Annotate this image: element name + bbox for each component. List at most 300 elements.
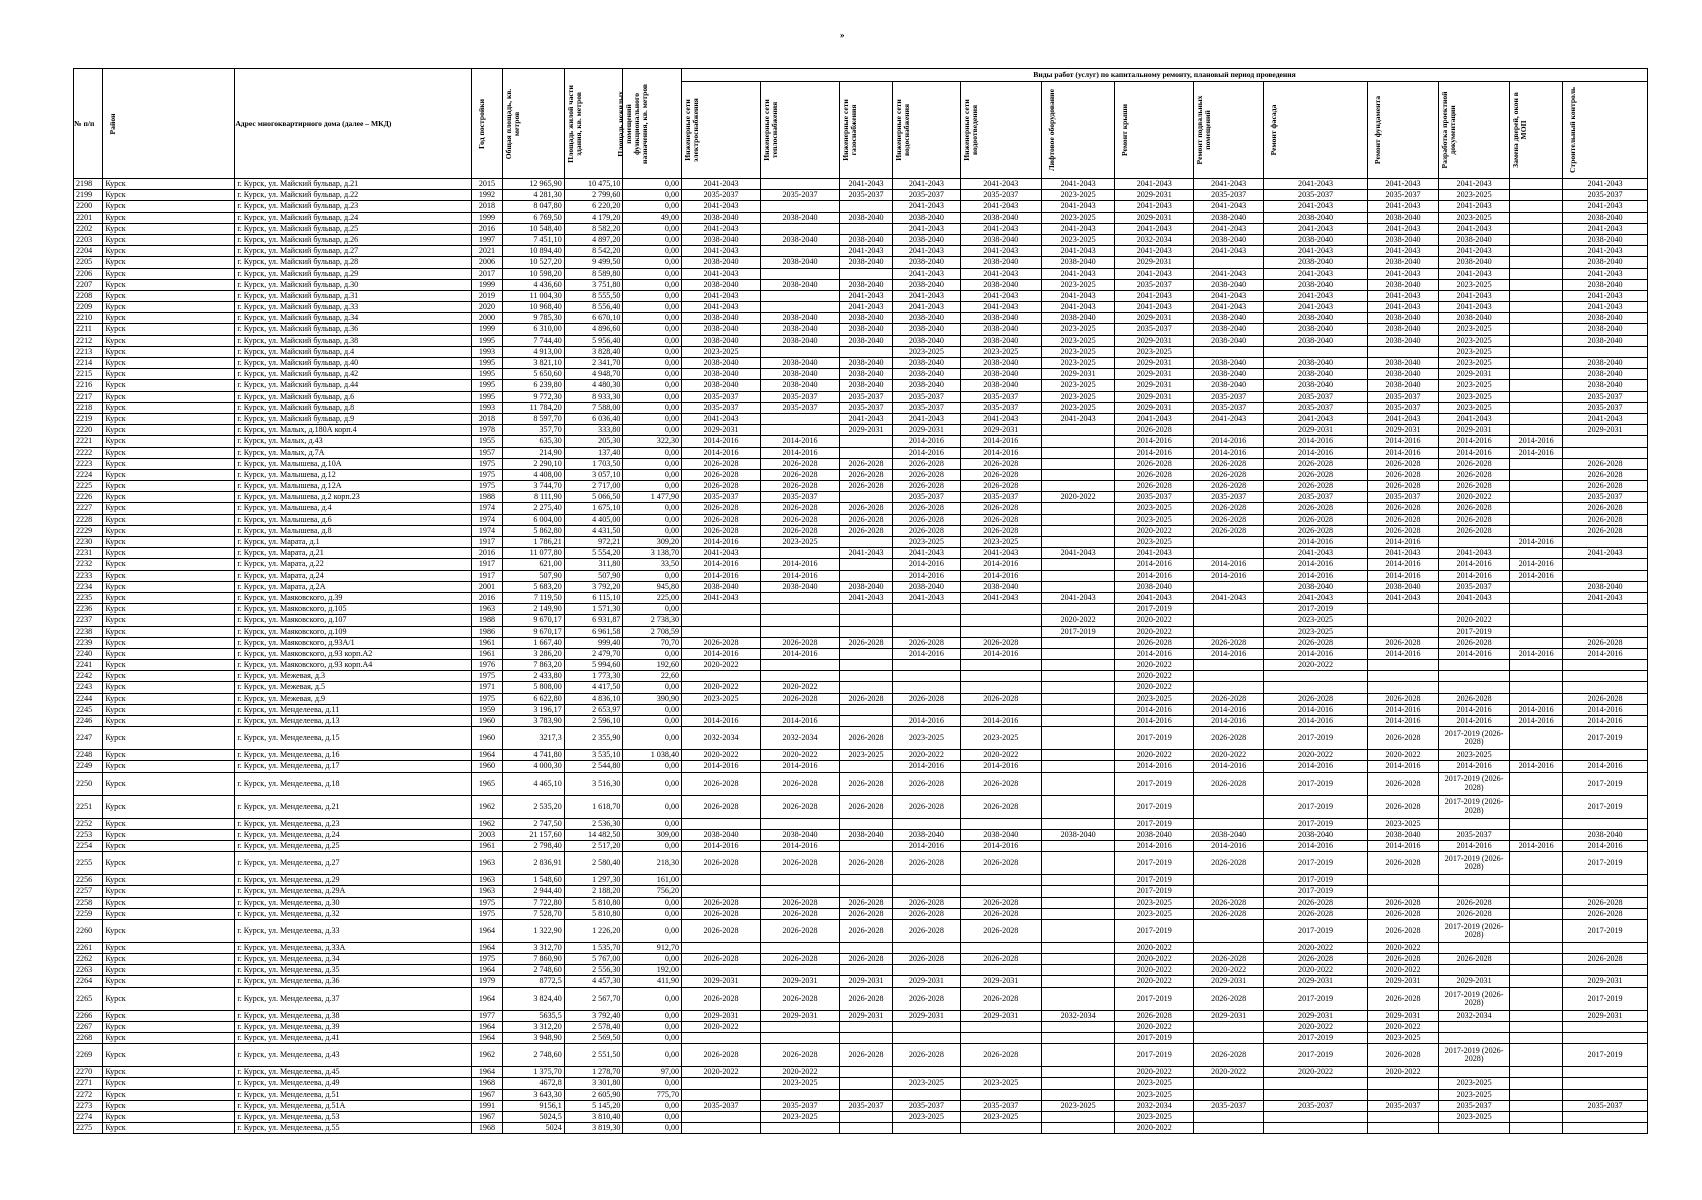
table-cell: 2041-2043 [1115, 268, 1194, 279]
table-cell [682, 965, 761, 976]
table-cell: 2038-2040 [1367, 335, 1438, 346]
table-cell: Курск [103, 469, 235, 480]
table-row [74, 750, 1648, 761]
table-cell: 2017-2019 [1115, 772, 1194, 795]
table-cell: 1 773,30 [564, 671, 623, 682]
table-cell: 2035-2037 [682, 1100, 761, 1111]
table-cell: 2017-2019 [1115, 604, 1194, 615]
table-cell: 2255 [74, 852, 103, 875]
table-cell: 2014-2016 [1510, 761, 1563, 772]
table-cell: 2 275,40 [502, 503, 564, 514]
table-cell: 2026-2028 [1367, 987, 1438, 1010]
table-cell: 2041-2043 [1367, 268, 1438, 279]
table-cell: 2219 [74, 413, 103, 424]
table-cell: 0,00 [623, 481, 682, 492]
table-cell: 2041-2043 [1194, 201, 1264, 212]
table-row [74, 346, 1648, 357]
table-cell [1439, 818, 1510, 829]
table-cell: 0,00 [623, 290, 682, 301]
table-row [74, 391, 1648, 402]
table-cell: 2249 [74, 761, 103, 772]
table-row [74, 492, 1648, 503]
table-cell: 2026-2028 [761, 795, 840, 818]
table-cell: 6 961,58 [564, 626, 623, 637]
table-cell: г. Курск, ул. Майский бульвар, д.44 [235, 380, 472, 391]
table-cell: 2038-2040 [682, 234, 761, 245]
table-cell: Курск [103, 660, 235, 671]
table-cell: г. Курск, ул. Малых, д.7А [235, 447, 472, 458]
table-cell: 2038-2040 [893, 369, 961, 380]
table-cell: 2020-2022 [1115, 750, 1194, 761]
table-cell: 2038-2040 [840, 829, 893, 840]
table-cell [1041, 1044, 1114, 1067]
table-cell: 7 588,00 [564, 402, 623, 413]
table-cell: 2269 [74, 1044, 103, 1067]
table-cell: 6 670,10 [564, 313, 623, 324]
table-cell: 2035-2037 [682, 402, 761, 413]
table-cell: 2014-2016 [1439, 648, 1510, 659]
table-cell: Курск [103, 897, 235, 908]
table-row [74, 1067, 1648, 1078]
table-cell: 390,90 [623, 693, 682, 704]
table-cell: 2041-2043 [1264, 201, 1368, 212]
table-cell [1510, 212, 1563, 223]
table-cell: 2041-2043 [1041, 268, 1114, 279]
table-cell: 1 618,70 [564, 795, 623, 818]
table-cell: 0,00 [623, 190, 682, 201]
table-cell: 2020-2022 [1115, 1067, 1194, 1078]
table-cell: 5 683,20 [502, 581, 564, 592]
table-cell: г. Курск, ул. Майский бульвар, д.27 [235, 246, 472, 257]
table-cell [840, 840, 893, 851]
table-cell: 1 703,50 [564, 458, 623, 469]
table-cell: 2038-2040 [840, 581, 893, 592]
table-cell: 2014-2016 [1264, 761, 1368, 772]
table-row [74, 919, 1648, 942]
table-cell: 2026-2028 [682, 919, 761, 942]
table-cell: 2038-2040 [1367, 358, 1438, 369]
table-cell: 2041-2043 [1367, 548, 1438, 559]
table-cell [840, 818, 893, 829]
table-cell [1041, 425, 1114, 436]
table-cell: 4 000,30 [502, 761, 564, 772]
table-cell: 1995 [472, 369, 502, 380]
table-cell: 8 597,70 [502, 413, 564, 424]
table-cell: 2245 [74, 704, 103, 715]
table-cell: 2266 [74, 1010, 103, 1021]
table-cell: г. Курск, ул. Майский бульвар, д.33 [235, 302, 472, 313]
table-cell: 2029-2031 [682, 425, 761, 436]
table-cell [1510, 1100, 1563, 1111]
table-cell: 2023-2025 [761, 1111, 840, 1122]
table-cell: 2023-2025 [1115, 1111, 1194, 1122]
table-cell [1041, 1078, 1114, 1089]
table-cell: 2041-2043 [960, 290, 1041, 301]
col-work-1 [761, 82, 840, 179]
table-cell: 2026-2028 [893, 525, 961, 536]
table-cell: 2035-2037 [1367, 391, 1438, 402]
table-cell: 2035-2037 [1115, 279, 1194, 290]
table-cell: 2236 [74, 604, 103, 615]
table-cell: 2038-2040 [1367, 257, 1438, 268]
table-cell: 0,00 [623, 380, 682, 391]
table-cell: 2 580,40 [564, 852, 623, 875]
table-cell [1041, 436, 1114, 447]
table-cell: 2026-2028 [840, 987, 893, 1010]
table-cell: 2014-2016 [1367, 436, 1438, 447]
table-cell: 1963 [472, 604, 502, 615]
table-cell [761, 246, 840, 257]
table-cell: 7 863,20 [502, 660, 564, 671]
table-cell: 2014-2016 [1439, 761, 1510, 772]
table-cell [840, 942, 893, 953]
table-cell: 4 741,80 [502, 750, 564, 761]
table-cell [893, 1123, 961, 1134]
table-cell: 2026-2028 [960, 897, 1041, 908]
table-cell [1439, 886, 1510, 897]
table-cell: 2026-2028 [682, 954, 761, 965]
table-cell [1041, 976, 1114, 987]
table-cell: 2035-2037 [682, 190, 761, 201]
table-cell: 2026-2028 [1264, 908, 1368, 919]
table-cell: 2014-2016 [761, 840, 840, 851]
table-cell: 2041-2043 [1115, 179, 1194, 190]
table-cell [840, 223, 893, 234]
table-cell: г. Курск, ул. Менделеева, д.15 [235, 727, 472, 750]
table-cell [893, 671, 961, 682]
table-cell: 2020-2022 [960, 750, 1041, 761]
table-cell [682, 604, 761, 615]
table-cell: 2026-2028 [1563, 908, 1648, 919]
table-cell: г. Курск, ул. Малышева, д.12А [235, 481, 472, 492]
table-cell: 2026-2028 [761, 908, 840, 919]
table-cell: 2026-2028 [1194, 469, 1264, 480]
table-cell: 9 670,17 [502, 626, 564, 637]
table-cell [1510, 503, 1563, 514]
table-cell [1194, 1078, 1264, 1089]
table-row [74, 458, 1648, 469]
table-cell: 2014-2016 [960, 447, 1041, 458]
table-cell: 2026-2028 [893, 481, 961, 492]
table-cell: 1961 [472, 840, 502, 851]
table-cell: 2041-2043 [1563, 592, 1648, 603]
table-cell: 635,30 [502, 436, 564, 447]
table-cell: 1997 [472, 234, 502, 245]
table-row [74, 369, 1648, 380]
table-cell: 2026-2028 [893, 693, 961, 704]
table-cell: г. Курск, ул. Маяковского, д.109 [235, 626, 472, 637]
table-cell [1041, 1021, 1114, 1032]
table-cell [1439, 1021, 1510, 1032]
table-cell: 4 417,50 [564, 682, 623, 693]
table-cell: 2029-2031 [1115, 391, 1194, 402]
table-cell: 2041-2043 [840, 179, 893, 190]
table-cell: 11 004,30 [502, 290, 564, 301]
table-cell [1041, 537, 1114, 548]
table-cell: 2041-2043 [893, 592, 961, 603]
table-cell: 1999 [472, 324, 502, 335]
table-cell: 2035-2037 [1367, 492, 1438, 503]
table-cell: 2038-2040 [1367, 234, 1438, 245]
table-cell: 1975 [472, 671, 502, 682]
table-cell: 2041-2043 [1367, 592, 1438, 603]
table-cell: Курск [103, 671, 235, 682]
table-cell: 2023-2025 [1439, 279, 1510, 290]
table-cell [761, 626, 840, 637]
table-cell: 2224 [74, 469, 103, 480]
table-cell: 2208 [74, 290, 103, 301]
table-cell [1510, 369, 1563, 380]
table-cell: 2026-2028 [761, 987, 840, 1010]
table-cell [1510, 279, 1563, 290]
table-cell: Курск [103, 447, 235, 458]
table-cell: Курск [103, 840, 235, 851]
table-cell: Курск [103, 335, 235, 346]
table-cell: г. Курск, ул. Менделеева, д.35 [235, 965, 472, 976]
table-cell: г. Курск, ул. Менделеева, д.38 [235, 1010, 472, 1021]
table-cell: 2014-2016 [960, 436, 1041, 447]
table-row [74, 954, 1648, 965]
table-cell: 2020-2022 [1264, 660, 1368, 671]
table-cell: 2014-2016 [682, 570, 761, 581]
table-cell: 2014-2016 [1264, 570, 1368, 581]
table-cell: Курск [103, 234, 235, 245]
table-cell: 3 948,90 [502, 1033, 564, 1044]
table-cell: 2026-2028 [682, 795, 761, 818]
table-row [74, 682, 1648, 693]
table-row [74, 246, 1648, 257]
table-row [74, 852, 1648, 875]
table-cell [1510, 886, 1563, 897]
table-cell: 3 744,70 [502, 481, 564, 492]
table-cell: 2205 [74, 257, 103, 268]
table-cell: 2026-2028 [1264, 693, 1368, 704]
table-cell: 2023-2025 [1439, 402, 1510, 413]
table-cell: 2026-2028 [1563, 954, 1648, 965]
table-cell [1041, 875, 1114, 886]
table-cell: 2038-2040 [960, 581, 1041, 592]
table-cell: 2035-2037 [1563, 190, 1648, 201]
table-cell [1041, 761, 1114, 772]
table-cell: г. Курск, ул. Межевая, д.5 [235, 682, 472, 693]
table-cell: 2026-2028 [682, 514, 761, 525]
table-cell: 2023-2025 [1439, 335, 1510, 346]
table-row [74, 234, 1648, 245]
table-cell: 2026-2028 [1439, 481, 1510, 492]
table-cell: 1955 [472, 436, 502, 447]
table-row [74, 987, 1648, 1010]
table-cell: 2029-2031 [1041, 369, 1114, 380]
table-cell [1264, 1123, 1368, 1134]
table-cell: 2038-2040 [893, 313, 961, 324]
table-cell: 2014-2016 [1510, 704, 1563, 715]
table-cell: 2038-2040 [893, 335, 961, 346]
table-cell: 6 036,40 [564, 413, 623, 424]
table-cell: 2029-2031 [1367, 1010, 1438, 1021]
table-cell: 2038-2040 [1367, 212, 1438, 223]
table-cell: 2026-2028 [960, 954, 1041, 965]
table-cell: 3 819,30 [564, 1123, 623, 1134]
table-cell: 2026-2028 [682, 987, 761, 1010]
table-cell: 2023-2025 [893, 346, 961, 357]
table-cell: 0,00 [623, 469, 682, 480]
table-cell: 2041-2043 [1115, 302, 1194, 313]
table-cell: г. Курск, ул. Менделеева, д.16 [235, 750, 472, 761]
table-cell: 2029-2031 [1563, 1010, 1648, 1021]
table-cell [1264, 682, 1368, 693]
table-cell: 2023-2025 [1115, 693, 1194, 704]
table-cell: 2026-2028 [1367, 469, 1438, 480]
table-cell: 2026-2028 [1264, 897, 1368, 908]
table-cell: 2014-2016 [1264, 840, 1368, 851]
table-cell: 2026-2028 [840, 469, 893, 480]
table-cell [960, 626, 1041, 637]
table-cell [761, 671, 840, 682]
table-cell [1563, 615, 1648, 626]
table-cell [1194, 886, 1264, 897]
table-cell: 2014-2016 [1194, 436, 1264, 447]
table-cell: 2026-2028 [840, 693, 893, 704]
table-cell: 2017-2019 [1264, 886, 1368, 897]
table-cell [893, 1067, 961, 1078]
table-cell: 0,00 [623, 987, 682, 1010]
col-address: Адрес многоквартирного дома (далее – МКД) [235, 69, 472, 179]
table-cell [1510, 942, 1563, 953]
table-cell [893, 704, 961, 715]
table-cell: 1964 [472, 1067, 502, 1078]
table-cell: 2038-2040 [682, 212, 761, 223]
table-cell [1194, 425, 1264, 436]
table-cell [1367, 682, 1438, 693]
table-cell: 2014-2016 [1510, 648, 1563, 659]
table-cell: 22,60 [623, 671, 682, 682]
table-cell: 1988 [472, 492, 502, 503]
table-cell: 411,90 [623, 976, 682, 987]
table-cell: 2256 [74, 875, 103, 886]
table-cell: 2041-2043 [682, 268, 761, 279]
table-cell: 2 188,20 [564, 886, 623, 897]
table-cell: 1 667,40 [502, 637, 564, 648]
table-cell: 2020-2022 [1115, 954, 1194, 965]
table-cell: 2026-2028 [840, 458, 893, 469]
table-cell [1510, 302, 1563, 313]
table-cell: Курск [103, 693, 235, 704]
table-cell [1510, 875, 1563, 886]
table-cell: 2026-2028 [840, 637, 893, 648]
table-cell: 2017-2019 [1264, 919, 1368, 942]
table-cell: 2014-2016 [761, 559, 840, 570]
table-cell: 8 589,80 [564, 268, 623, 279]
table-cell: 2023-2025 [1115, 503, 1194, 514]
table-cell: 999,40 [564, 637, 623, 648]
table-cell [1194, 346, 1264, 357]
table-cell [1510, 1010, 1563, 1021]
table-cell: 1992 [472, 190, 502, 201]
table-cell: 2035-2037 [1563, 391, 1648, 402]
table-cell: 0,00 [623, 413, 682, 424]
table-cell: Курск [103, 1033, 235, 1044]
table-cell: 192,60 [623, 660, 682, 671]
table-cell: 2026-2028 [1264, 458, 1368, 469]
table-cell: 0,00 [623, 525, 682, 536]
table-cell: 2032-2034 [1115, 234, 1194, 245]
table-cell [1041, 987, 1114, 1010]
table-cell: 2015 [472, 179, 502, 190]
table-cell: 2 433,80 [502, 671, 564, 682]
table-cell: 2026-2028 [682, 458, 761, 469]
table-row [74, 637, 1648, 648]
table-cell: 2041-2043 [1563, 268, 1648, 279]
table-cell: Курск [103, 346, 235, 357]
table-cell: г. Курск, ул. Менделеева, д.13 [235, 716, 472, 727]
table-cell: 1 571,30 [564, 604, 623, 615]
table-cell: 2023-2025 [1439, 750, 1510, 761]
table-cell: 3 312,20 [502, 1021, 564, 1032]
table-cell: 2041-2043 [1439, 268, 1510, 279]
table-cell: 2041-2043 [1264, 290, 1368, 301]
table-row [74, 380, 1648, 391]
table-cell: г. Курск, ул. Маяковского, д.93 корп.А4 [235, 660, 472, 671]
table-cell: 2035-2037 [893, 1100, 961, 1111]
table-cell: 2258 [74, 897, 103, 908]
table-cell: 2029-2031 [960, 976, 1041, 987]
table-cell: 2020-2022 [1367, 942, 1438, 953]
table-cell: 2017-2019 [1563, 727, 1648, 750]
table-cell: 2041-2043 [960, 246, 1041, 257]
table-cell: 2029-2031 [1439, 976, 1510, 987]
table-cell [1041, 693, 1114, 704]
capital-repair-register [73, 68, 1648, 1134]
table-cell [1510, 592, 1563, 603]
table-row [74, 358, 1648, 369]
table-cell: 2041-2043 [1115, 413, 1194, 424]
table-cell: 2041-2043 [682, 246, 761, 257]
table-cell [840, 1089, 893, 1100]
table-cell: 2020-2022 [1115, 976, 1194, 987]
table-cell [960, 1033, 1041, 1044]
table-cell: 2014-2016 [893, 840, 961, 851]
table-cell: г. Курск, ул. Майский бульвар, д.31 [235, 290, 472, 301]
table-cell: Курск [103, 302, 235, 313]
table-cell [1439, 660, 1510, 671]
table-cell [1510, 581, 1563, 592]
table-cell [1510, 469, 1563, 480]
table-cell [761, 223, 840, 234]
table-cell [1510, 829, 1563, 840]
table-cell: 2026-2028 [682, 772, 761, 795]
table-cell: 2014-2016 [1563, 840, 1648, 851]
table-cell: 2038-2040 [840, 257, 893, 268]
table-cell: 2 290,10 [502, 458, 564, 469]
table-cell: 2014-2016 [682, 537, 761, 548]
table-cell: 2026-2028 [682, 1044, 761, 1067]
table-cell [960, 1021, 1041, 1032]
table-cell [1041, 671, 1114, 682]
table-cell: 7 722,80 [502, 897, 564, 908]
table-cell: 2035-2037 [1194, 190, 1264, 201]
table-cell: 2038-2040 [761, 279, 840, 290]
table-cell: 2014-2016 [761, 447, 840, 458]
table-cell: Курск [103, 257, 235, 268]
table-cell: 2038-2040 [761, 358, 840, 369]
table-cell [1510, 1089, 1563, 1100]
table-cell [840, 537, 893, 548]
table-cell [1041, 772, 1114, 795]
table-cell: Курск [103, 626, 235, 637]
table-cell: 2038-2040 [761, 369, 840, 380]
table-cell: 2035-2037 [1194, 391, 1264, 402]
table-cell: г. Курск, ул. Маяковского, д.107 [235, 615, 472, 626]
